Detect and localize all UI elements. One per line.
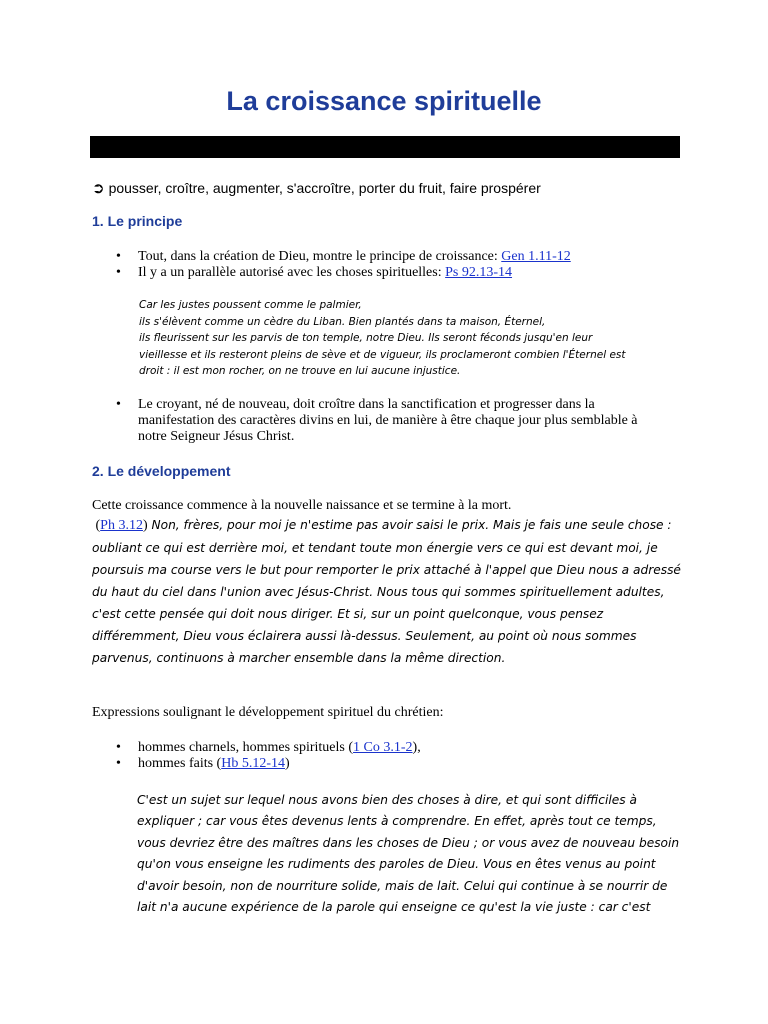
list-item-text: Il y a un parallèle autorisé avec les choses spirituelles: <box>138 265 446 280</box>
title-divider-bar <box>90 136 680 158</box>
quote-text: Non, frères, pour moi je n'estime pas avoir saisi le prix. Mais je fais une seule chose : oubliant ce qui est derrière moi, et tendant toute mon énergie vers ce qui est devant moi, je poursuis ma course vers le but pour remporter le prix attaché à l'appel que Dieu nous a adressé du haut du ciel dans l'union avec Jésus-Christ. Nous tous qui sommes spirituellement adultes, c'est cette pensée qui doit nous diriger. Et si, sur un point quelconque, vous pensez différemment, Dieu vous éclairera aussi là-dessus. Seulement, au point où nous sommes parvenus, continuons à marcher ensemble dans la même direction. <box>92 518 681 665</box>
quote-line: ils fleurissent sur les parvis de ton temple, notre Dieu. Ils seront féconds jusqu'en leur <box>139 332 593 345</box>
quote-line: vieillesse et ils resteront pleins de sève et de vigueur, ils proclameront combien l'Éternel est <box>139 348 626 361</box>
philippians-quote <box>92 514 692 669</box>
quote-line: Car les justes poussent comme le palmier, <box>139 299 362 311</box>
reference-link-gen[interactable]: Gen 1.11-12 <box>501 249 571 264</box>
quote-text: C'est un sujet sur lequel nous avons bien des choses à dire, et qui sont difficiles à expliquer ; car vous êtes devenus lents à comprendre. En effet, après tout ce temps, vous devriez être des maîtres dans les choses de Dieu ; or vous avez de nouveau besoin qu'on vous enseigne les rudiments des paroles de Dieu. Vous en êtes venus au point d'avoir besoin, non de nourriture solide, mais de lait. Celui qui continue à se nourrir de lait n'a aucune expérience de la parole qui enseigne ce qu'est la vie juste : car c'est <box>137 793 680 915</box>
bullet-icon: • <box>116 756 121 771</box>
expressions-list <box>116 740 676 772</box>
section-heading-developpement: 2. Le développement <box>92 463 231 479</box>
psalm-quote <box>139 297 679 380</box>
list-item-text: Le croyant, né de nouveau, doit croître dans la sanctification et progresser dans la manifestation des caractères divins en lui, de manière à être chaque jour plus semblable à notre Seigneur Jésus Christ. <box>138 397 638 444</box>
reference-link-ps[interactable]: Ps 92.13-14 <box>445 265 513 280</box>
list-item <box>116 397 656 445</box>
paragraph: Cette croissance commence à la nouvelle naissance et se termine à la mort. <box>92 498 512 513</box>
bullet-icon: • <box>116 397 121 412</box>
bullet-icon: • <box>116 265 121 280</box>
list-item <box>116 756 676 772</box>
quote-line: droit : il est mon rocher, on ne trouve en lui aucune injustice. <box>139 365 461 378</box>
list-item-text: hommes faits ( <box>138 756 222 771</box>
reference-link-ph[interactable]: Ph 3.12 <box>100 518 143 533</box>
intro-text: pousser, croître, augmenter, s'accroître, porter du fruit, faire prospérer <box>108 180 541 196</box>
paragraph: Expressions soulignant le développement spirituel du chrétien: <box>92 705 444 720</box>
hebrews-quote <box>137 790 687 918</box>
section-heading-principe: 1. Le principe <box>92 213 183 229</box>
list-item-text: hommes charnels, hommes spirituels ( <box>138 740 354 755</box>
intro-line <box>92 179 541 197</box>
bullet-icon: • <box>116 740 121 755</box>
list-item <box>116 740 676 756</box>
principe-list <box>116 249 676 281</box>
croyant-list <box>116 397 656 445</box>
list-item <box>116 265 676 281</box>
arrow-right-icon: ➲ <box>92 180 105 197</box>
list-item <box>116 249 676 265</box>
reference-link-1co[interactable]: 1 Co 3.1-2 <box>353 740 413 755</box>
reference-wrapper: (Ph 3.12) <box>92 518 148 533</box>
list-item-suffix: ), <box>412 740 421 755</box>
quote-line: ils s'élèvent comme un cèdre du Liban. Bien plantés dans ta maison, Éternel, <box>139 315 546 328</box>
bullet-icon: • <box>116 249 121 264</box>
page-title: La croissance spirituelle <box>226 86 542 116</box>
list-item-text: Tout, dans la création de Dieu, montre le principe de croissance: <box>138 249 502 264</box>
list-item-suffix: ) <box>285 756 290 771</box>
reference-link-hb[interactable]: Hb 5.12-14 <box>221 756 285 771</box>
